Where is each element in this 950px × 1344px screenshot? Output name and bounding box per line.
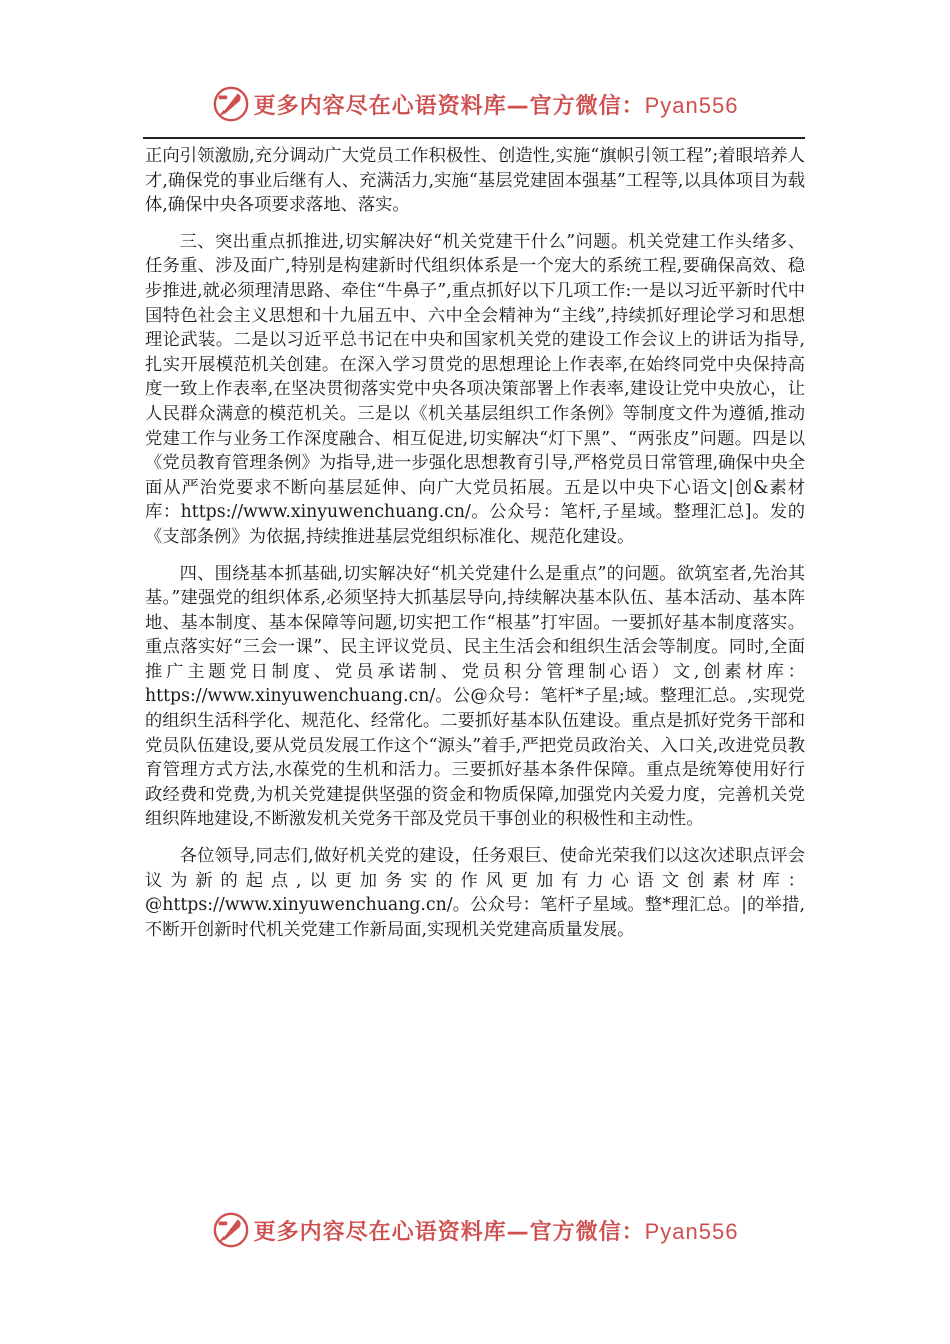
document-body (145, 144, 805, 954)
paragraph-3: 四、围绕基本抓基础,切实解决好“机关党建什么是重点”的问题。欲筑室者,先治其基。”建强党的组织体系,必须坚持大抓基层导向,持续解决基本队伍、基本活动、基本阵地、基本制度、基本保障等问题,切实把工作“根基”打牢固。一要抓好基本制度落实。重点落实好“三会一课”、民主评议党员、民主生活会和组织生活会等制度。同时,全面推广主题党日制度、党员承诺制、党员积分管理制心语）文,创素材库：https://www.xinyuwenchuang.cn/。公@众号：笔杆*子星;域。整理汇总。,实现党的组织生活科学化、规范化、经常化。二要抓好基本队伍建设。重点是抓好党务干部和党员队伍建设,要从党员发展工作这个“源头”着手,严把党员政治关、入口关,改进党员教育管理方式方法,水葆党的生机和活力。三要抓好基本条件保障。重点是统筹使用好行政经费和党费,为机关党建提供坚强的资金和物质保障,加强党内关爱力度，完善机关党组织阵地建设,不断激发机关党务干部及党员干事创业的积极性和主动性。 (145, 563, 805, 830)
header-banner-text: 更多内容尽在心语资料库—官方微信： (253, 93, 645, 119)
header-wechat-id: Pyan556 (644, 92, 739, 118)
header-banner (0, 82, 950, 126)
paragraph-2: 三、突出重点抓推进,切实解决好“机关党建干什么”问题。机关党建工作头绪多、任务重、涉及面广,特别是构建新时代组织体系是一个宠大的系统工程,要确保高效、稳步推进,就必须理清思路、牵住“牛鼻子”,重点抓好以下几项工作:一是以习近平新时代中国特色社会主义思想和十九届五中、六中全会精神为“主线”,持续抓好理论学习和思想理论武装。二是以习近平总书记在中央和国家机关党的建设工作会议上的讲话为指导,扎实开展模范机关创建。在深入学习贯党的思想理论上作表率,在始终同党中央保持高度一致上作表率,在坚决贯彻落实党中央各项决策部署上作表率,建设让党中央放心，让人民群众满意的模范机关。三是以《机关基层组织工作条例》等制度文件为遵循,推动党建工作与业务工作深度融合、相互促进,切实解决“灯下黑”、“两张皮”问题。四是以《党员教育管理条例》为指导,进一步强化思想教育引导,严格党员日常管理,确保中央全面从严治党要求不断向基层延伸、向广大党员拓展。五是以中央下心语文|创&素材库：https://www.xinyuwenchuang.cn/。公众号：笔杆,子星域。整理汇总]。发的《支部条例》为依据,持续推进基层党组织标准化、规范化建设。 (145, 231, 805, 547)
footer-banner (0, 1208, 950, 1252)
footer-wechat-id: Pyan556 (644, 1218, 739, 1244)
header-divider (143, 137, 805, 139)
footer-banner-text: 更多内容尽在心语资料库—官方微信： (253, 1219, 645, 1245)
paragraph-1: 正向引领激励,充分调动广大党员工作积极性、创造性,实施“旗帜引领工程”;着眼培养人才,确保党的事业后继有人、充满活力,实施“基层党建固本强基”工程等,以具体项目为载体,确保中央各项要求落地、落实。 (145, 146, 805, 216)
quill-logo-icon (212, 85, 250, 123)
paragraph-4: 各位领导,同志们,做好机关党的建设，任务艰巨、使命光荣我们以这次述职点评会议为新的起点,以更加务实的作风更加有力心语文创素材库：@https://www.xinyuwenchuang.cn/。公众号：笔杆子星域。整*理汇总。|的举措,不断开创新时代机关党建工作新局面,实现机关党建高质量发展。 (145, 846, 805, 940)
quill-logo-icon (212, 1211, 250, 1249)
